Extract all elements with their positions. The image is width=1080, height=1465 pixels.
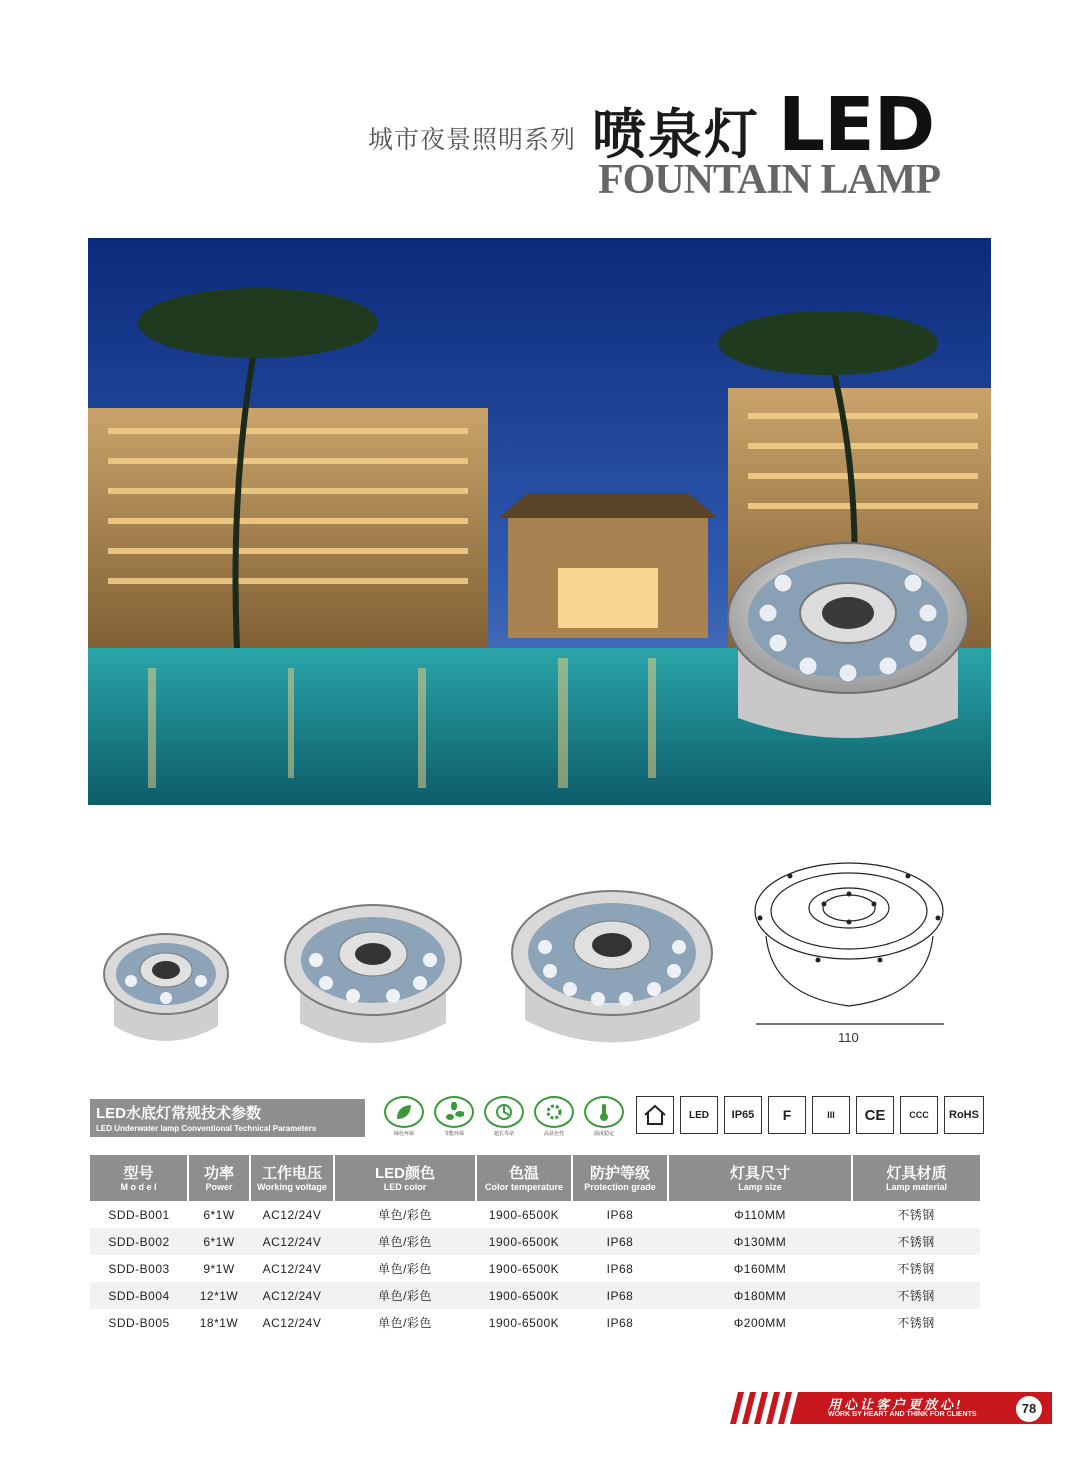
sun-icon (484, 1096, 524, 1128)
feature-gear: 高显色性 (534, 1096, 574, 1142)
table-row: SDD-B003 9*1W AC12/24V 单色/彩色 1900-6500K IP68 Φ160MM 不锈钢 (108, 1261, 935, 1276)
dimension-label: 110 (838, 1030, 859, 1045)
feature-thermometer: 温度稳定 (584, 1096, 624, 1142)
leaf-icon (384, 1096, 424, 1128)
col-model: 型号 M o d e l (90, 1155, 188, 1201)
cert-f: F (768, 1096, 806, 1134)
product-image-medium (278, 888, 468, 1058)
feature-fan: 节能环保 (434, 1096, 474, 1142)
feature-leaf: 绿色环保 (384, 1096, 424, 1142)
col-color-temp: 色温 Color temperature (476, 1155, 572, 1201)
cert-rohs: RoHS (944, 1096, 984, 1134)
cert-led: LED (680, 1096, 718, 1134)
feature-icons (384, 1096, 624, 1142)
footer-slogan-cn: 用心让客户更放心! (828, 1397, 964, 1412)
hero-photo (88, 238, 991, 805)
feature-sun: 超长寿命 (484, 1096, 524, 1142)
table-row: SDD-B002 6*1W AC12/24V 单色/彩色 1900-6500K IP68 Φ130MM 不锈钢 (90, 1228, 980, 1255)
params-title-cn: LED水底灯常规技术参数 (96, 1105, 262, 1122)
table-row: SDD-B004 12*1W AC12/24V 单色/彩色 1900-6500K IP68 Φ180MM 不锈钢 (90, 1282, 980, 1309)
technical-drawing (752, 856, 947, 1036)
fan-icon (434, 1096, 474, 1128)
col-led-color: LED颜色 LED color (334, 1155, 476, 1201)
col-protection: 防护等级 Protection grade (572, 1155, 668, 1201)
col-voltage: 工作电压 Working voltage (250, 1155, 334, 1201)
page-header (0, 0, 1080, 220)
cert-ce: CE (856, 1096, 894, 1134)
col-material: 灯具材质 Lamp material (852, 1155, 980, 1201)
params-title-bar (90, 1099, 365, 1137)
cert-class-iii: III (812, 1096, 850, 1134)
title-cn: 喷泉灯 (592, 105, 760, 165)
spec-table (90, 1155, 980, 1336)
cert-ccc: CCC (900, 1096, 938, 1134)
col-power: 功率 Power (188, 1155, 250, 1201)
table-row: SDD-B001 6*1W AC12/24V 单色/彩色 1900-6500K IP68 Φ110MM 不锈钢 (108, 1207, 935, 1222)
page-footer (730, 1392, 1052, 1424)
product-image-small (96, 916, 236, 1056)
table-row: SDD-B005 18*1W AC12/24V 单色/彩色 1900-6500K IP68 Φ200MM 不锈钢 (108, 1315, 935, 1330)
cert-ip65: IP65 (724, 1096, 762, 1134)
title-led: LED (778, 82, 935, 168)
params-title-en: LED Underwater lamp Conventional Technical Parameters (96, 1124, 317, 1133)
footer-slogan-en: WORK BY HEART AND THINK FOR CLIENTS (828, 1411, 977, 1418)
certification-icons (636, 1096, 984, 1134)
product-image-large (505, 875, 720, 1060)
title-en: FOUNTAIN LAMP (598, 157, 941, 203)
col-lamp-size: 灯具尺寸 Lamp size (668, 1155, 852, 1201)
series-subtitle: 城市夜景照明系列 (368, 126, 577, 154)
page-number: 78 (1016, 1396, 1042, 1422)
house-icon (636, 1096, 674, 1134)
table-header-row (90, 1155, 980, 1201)
thermometer-icon (584, 1096, 624, 1128)
gear-icon (534, 1096, 574, 1128)
